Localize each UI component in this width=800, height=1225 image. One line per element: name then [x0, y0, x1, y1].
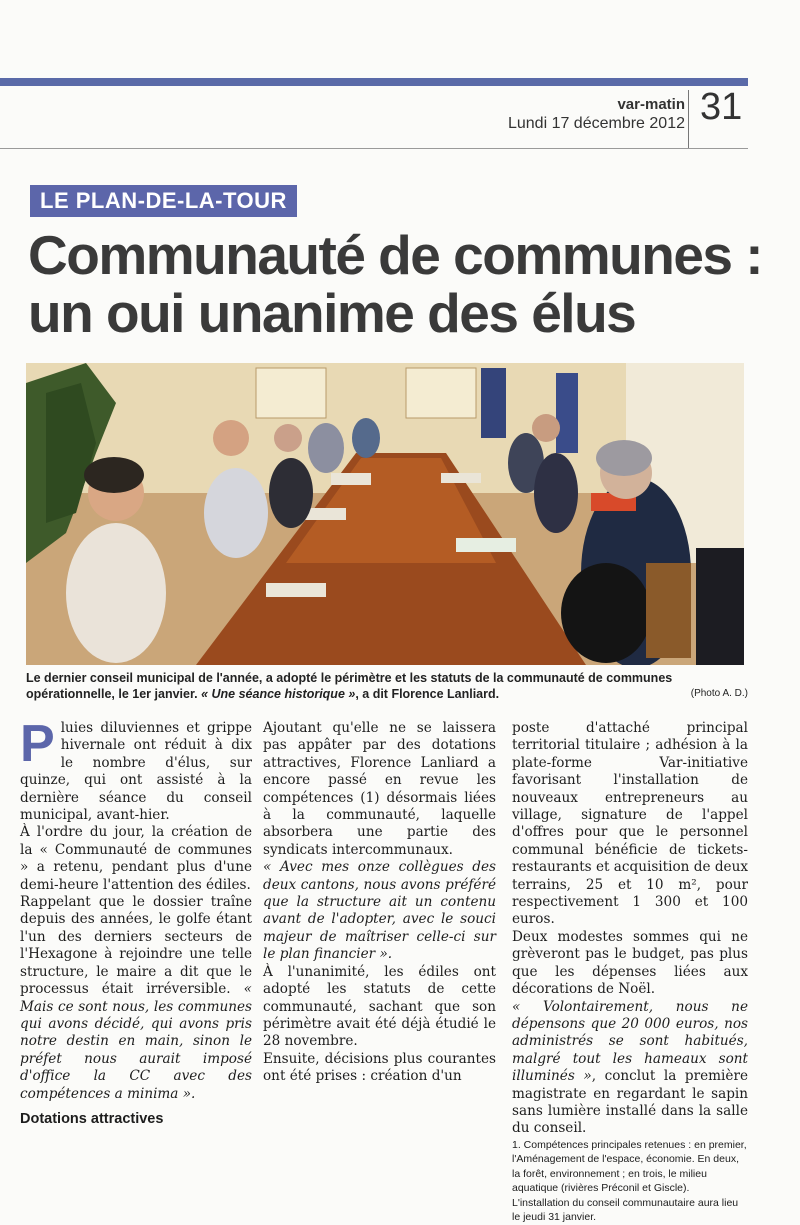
article-column-3 [512, 720, 748, 1225]
paper-name: var-matin [617, 96, 685, 113]
caption-quote: « Une séance historique » [201, 687, 356, 701]
article-column-1 [20, 715, 252, 1132]
footnote: 1. Compétences principales retenues : en premier, l'Aménagement de l'espace, économie. En deux, la forêt, environnement ; en trois, le milieu aquatique (rivières Préconil et Giscle). L'installation du conseil communautaire aura lieu le jeudi 31 janvier. [512, 1138, 747, 1224]
masthead-bottom-rule [0, 148, 748, 149]
headline-line-2: un oui unanime des élus [28, 282, 636, 344]
paragraph-8: Deux modestes sommes qui ne grèveront pas le budget, pas plus que les dépenses liées aux décorations de Noël. [512, 928, 748, 998]
paragraph-7-continued: poste d'attaché principal territorial titulaire ; adhésion à la plate-forme Var-initiative favorisant l'installation de nouveaux entrepreneurs au village, signature de l'appel d'offres pour que le personnel communal bénéficie de tickets-restaurants et acquisition de deux terrains, 25 et 10 m², pour respectivement 1 300 et 100 euros. [512, 720, 748, 928]
caption-attribution: , a dit Florence Lanliard. [355, 687, 500, 701]
photo-credit: (Photo A. D.) [690, 688, 748, 699]
paragraph-5-quote: « Avec mes onze collègues des deux cantons, nous avons préféré que la structure ait un contenu avant de l'adopter, avec le souci majeur de maîtriser celle-ci sur le plan financier ». [263, 859, 496, 963]
paragraph-2: À l'ordre du jour, la création de la « Communauté de communes » a retenu, pendant plus d'une demi-heure l'attention des édiles. [20, 824, 252, 893]
paragraph-9-quote: « Volontairement, nous ne dépensons que 20 000 euros, nos administrés se sont habitués, malgré tout les hameaux sont illuminés » [512, 998, 748, 1085]
paragraph-9: , conclut la première magistrate en regardant le sapin sans lumière installé dans la salle du conseil. [512, 1068, 748, 1137]
caption-text: Le dernier conseil municipal de l'année, a adopté le périmètre et les statuts de la communauté de communes opérationnelle, le 1er janvier. [26, 671, 673, 701]
photo-council-meeting-icon [26, 363, 744, 665]
subheading: Dotations attractives [20, 1110, 164, 1127]
masthead-divider [688, 90, 689, 148]
headline-line-1: Communauté de communes : [28, 224, 763, 286]
paragraph-1: luies diluviennes et grippe hivernale ont réduit à dix le nombre d'élus, sur quinze, qui ont assisté à la dernière séance du conseil municipal, avant-hier. [20, 720, 252, 824]
section-label: LE PLAN-DE-LA-TOUR [30, 185, 297, 217]
issue-date: Lundi 17 décembre 2012 [507, 115, 685, 132]
page-number: 31 [700, 86, 743, 128]
top-rule [0, 78, 748, 86]
drop-cap: P [20, 715, 55, 773]
photo-caption [26, 670, 748, 702]
paragraph-7: Ensuite, décisions plus courantes ont été prises : création d'un [263, 1050, 496, 1085]
article-column-2 [263, 720, 496, 1086]
headline [28, 226, 768, 342]
masthead [480, 96, 685, 133]
council-meeting-photo [26, 363, 744, 665]
paragraph-3: Rappelant que le dossier traîne depuis des années, le golfe étant l'un des derniers secteurs de l'Hexagone à rejoindre une telle structure, le maire a dit que le processus était irréversible. [20, 894, 252, 998]
paragraph-4-continued: Ajoutant qu'elle ne se laissera pas appâter par des dotations attractives, Florence Lanliard a encore passé en revue les compétences (1) désormais liées à la communauté, laquelle absorbera une partie des syndicats intercommunaux. [263, 720, 496, 858]
paragraph-3-quote: « Mais ce sont nous, les communes qui avons décidé, qui avons pris notre destin en main, sinon le préfet nous aurait imposé d'office la CC avec des compétences a minima ». [20, 981, 252, 1102]
paragraph-6: À l'unanimité, les édiles ont adopté les statuts de cette communauté, sachant que son périmètre avait été déjà étudié le 28 novembre. [263, 963, 496, 1050]
